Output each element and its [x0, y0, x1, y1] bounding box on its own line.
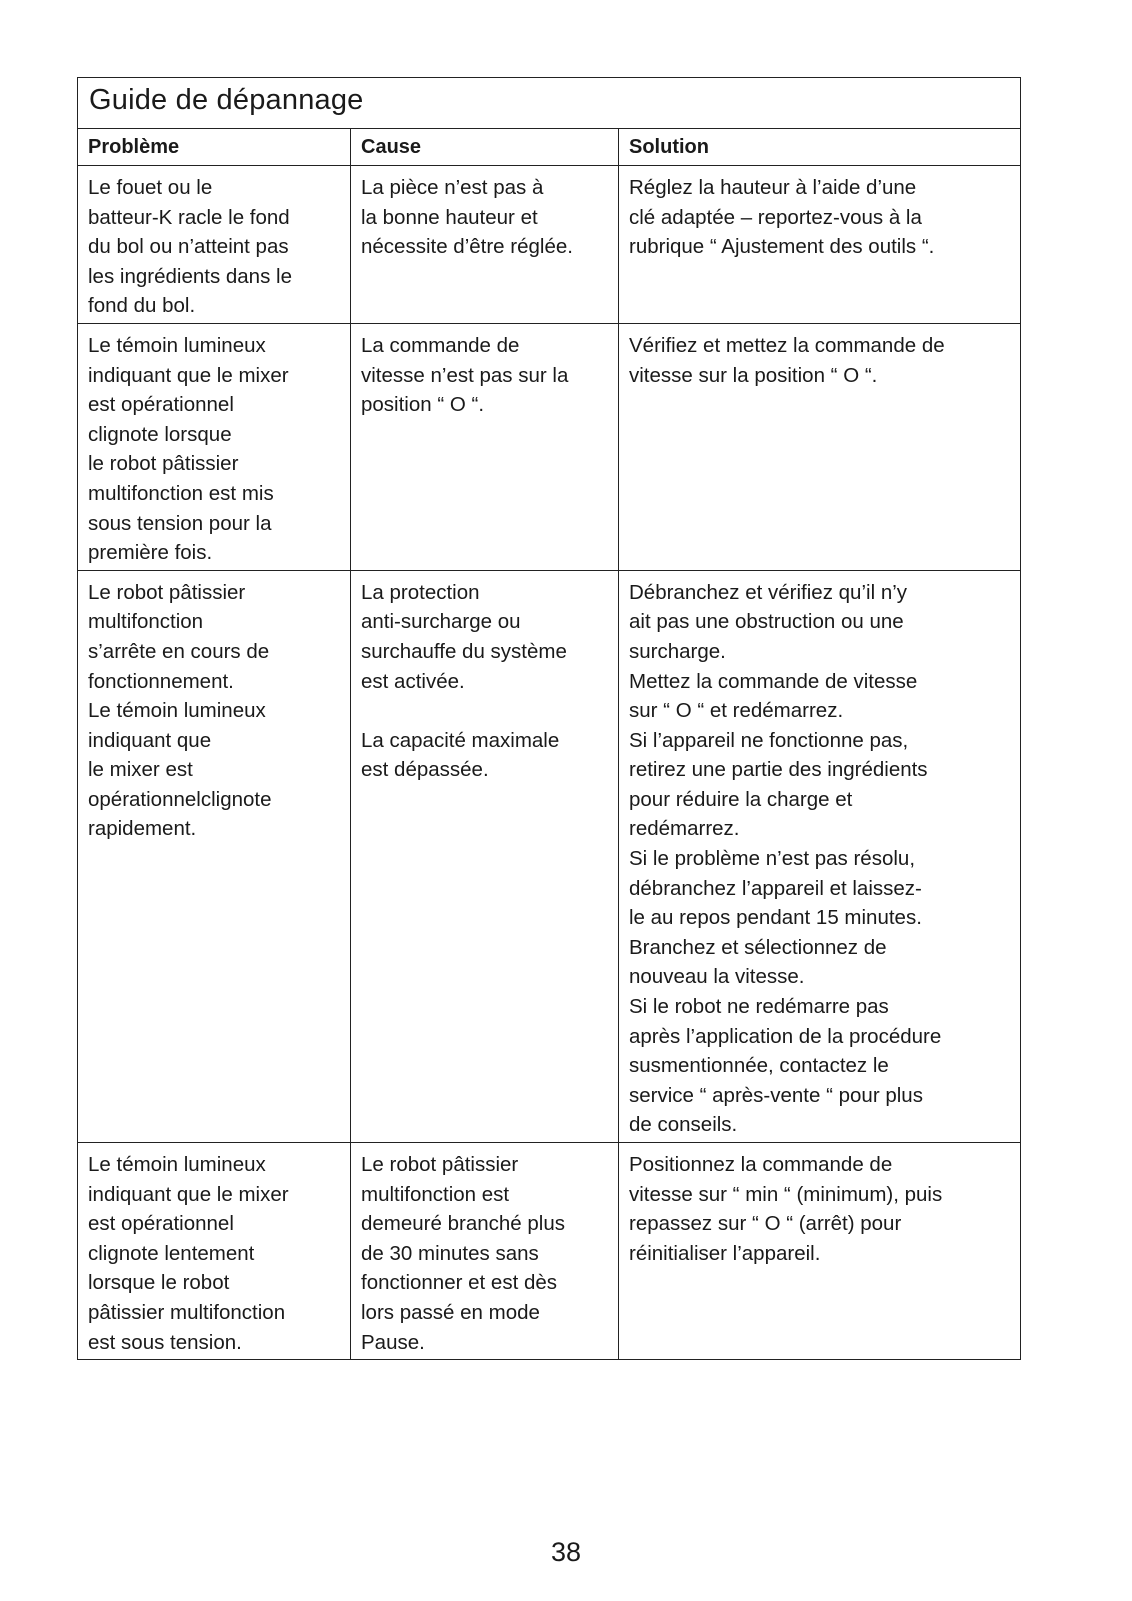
cause-text-line: vitesse n’est pas sur la: [361, 363, 569, 387]
solution-text-line: sur “ O “ et redémarrez.: [629, 699, 844, 723]
solution-text-line: ait pas une obstruction ou une: [629, 610, 904, 634]
solution-text-line: repassez sur “ O “ (arrêt) pour: [629, 1212, 902, 1236]
cause-text-line: la bonne hauteur et: [361, 205, 538, 229]
problem-text-line: pâtissier multifonction: [88, 1300, 286, 1324]
cause-text-line: Le robot pâtissier: [361, 1153, 519, 1176]
problem-text-line: les ingrédients dans le: [88, 264, 292, 288]
problem-text-line: clignote lentement: [88, 1241, 255, 1265]
cause-text-line: Pause.: [361, 1330, 425, 1354]
solution-text-line: après l’application de la procédure: [629, 1024, 942, 1048]
solution-text-line: Réglez la hauteur à l’aide d’une: [629, 176, 917, 199]
table-body: [78, 166, 1021, 1360]
solution-text-line: vitesse sur “ min “ (minimum), puis: [629, 1182, 943, 1206]
problem-text-line: est sous tension.: [88, 1330, 242, 1354]
cause-text-line: nécessite d’être réglée.: [361, 235, 573, 259]
problem-text-line: le robot pâtissier: [88, 452, 239, 476]
solution-text-line: surcharge.: [629, 639, 726, 663]
solution-text-line: clé adaptée – reportez-vous à la: [629, 205, 922, 229]
solution-text-line: Vérifiez et mettez la commande de: [629, 333, 945, 357]
solution-text-line: redémarrez.: [629, 817, 740, 841]
table-row: [78, 166, 1021, 324]
solution-text-line: Mettez la commande de vitesse: [629, 669, 918, 693]
problem-text-line: Le témoin lumineux: [88, 333, 266, 357]
cause-cell: [351, 570, 619, 1142]
table-row: [78, 570, 1021, 1142]
title-row: [78, 78, 1021, 129]
column-header-solution: Solution: [619, 129, 1021, 166]
solution-text-line: Positionnez la commande de: [629, 1153, 893, 1176]
solution-cell: [619, 1143, 1021, 1360]
problem-text-line: multifonction: [88, 610, 204, 634]
cause-text-line: est dépassée.: [361, 758, 489, 782]
column-header-problem: Problème: [78, 129, 351, 166]
problem-text-line: est opérationnel: [88, 393, 234, 417]
problem-cell: [78, 570, 351, 1142]
solution-cell: [619, 570, 1021, 1142]
problem-text-line: du bol ou n’atteint pas: [88, 235, 289, 259]
problem-text-line: multifonction est mis: [88, 481, 274, 505]
blank-line: [361, 696, 608, 726]
problem-text-line: rapidement.: [88, 817, 197, 841]
solution-text-line: de conseils.: [629, 1113, 738, 1137]
problem-text-line: est opérationnel: [88, 1212, 234, 1236]
cause-cell: [351, 166, 619, 324]
solution-text-line: le au repos pendant 15 minutes.: [629, 906, 922, 930]
problem-text-line: s’arrête en cours de: [88, 639, 270, 663]
problem-text-line: clignote lorsque: [88, 422, 232, 446]
problem-text-line: lorsque le robot: [88, 1271, 230, 1295]
solution-cell: [619, 323, 1021, 570]
page-number: 38: [550, 1537, 582, 1567]
solution-text-line: vitesse sur la position “ O “.: [629, 363, 878, 387]
table-row: [78, 323, 1021, 570]
problem-text-line: Le robot pâtissier: [88, 580, 246, 604]
cause-text-line: multifonction est: [361, 1182, 510, 1206]
cause-text-line: de 30 minutes sans: [361, 1241, 539, 1265]
solution-text-line: rubrique “ Ajustement des outils “.: [629, 235, 935, 259]
problem-text-line: Le témoin lumineux: [88, 1153, 266, 1176]
problem-cell: [78, 323, 351, 570]
solution-text-line: retirez une partie des ingrédients: [629, 758, 928, 782]
problem-text-line: indiquant que: [88, 728, 212, 752]
solution-text-line: débranchez l’appareil et laissez-: [629, 876, 922, 900]
solution-text-line: nouveau la vitesse.: [629, 965, 805, 989]
cause-text-line: est activée.: [361, 669, 465, 693]
cause-text-line: La pièce n’est pas à: [361, 176, 544, 199]
cause-text-line: demeuré branché plus: [361, 1212, 565, 1236]
table-row: [78, 1143, 1021, 1360]
solution-text-line: Branchez et sélectionnez de: [629, 935, 887, 959]
cause-cell: [351, 1143, 619, 1360]
cause-cell: [351, 323, 619, 570]
problem-text-line: première fois.: [88, 541, 213, 565]
solution-text-line: Si le robot ne redémarre pas: [629, 995, 889, 1019]
solution-cell: [619, 166, 1021, 324]
cause-text-line: La capacité maximale: [361, 728, 560, 752]
solution-text-line: service “ après-vente “ pour plus: [629, 1083, 923, 1107]
problem-text-line: Le fouet ou le: [88, 176, 213, 199]
solution-text-line: réinitialiser l’appareil.: [629, 1241, 821, 1265]
problem-text-line: le mixer est: [88, 758, 193, 782]
problem-text-line: Le témoin lumineux: [88, 699, 266, 723]
problem-text-line: fonctionnement.: [88, 669, 234, 693]
problem-text-line: fond du bol.: [88, 294, 196, 318]
cause-text-line: fonctionner et est dès: [361, 1271, 558, 1295]
troubleshooting-table: [77, 77, 1021, 1360]
cause-text-line: La commande de: [361, 333, 520, 357]
cause-text-line: surchauffe du système: [361, 639, 567, 663]
table-title: Guide de dépannage: [78, 78, 1021, 129]
problem-text-line: sous tension pour la: [88, 511, 272, 535]
cause-text-line: lors passé en mode: [361, 1300, 540, 1324]
problem-text-line: indiquant que le mixer: [88, 363, 289, 387]
problem-text-line: opérationnelclignote: [88, 787, 272, 811]
solution-text-line: Débranchez et vérifiez qu’il n’y: [629, 580, 908, 604]
column-header-cause: Cause: [351, 129, 619, 166]
cause-text-line: anti-surcharge ou: [361, 610, 521, 634]
cause-text-line: La protection: [361, 580, 480, 604]
solution-text-line: Si l’appareil ne fonctionne pas,: [629, 728, 909, 752]
solution-text-line: susmentionnée, contactez le: [629, 1054, 889, 1078]
problem-text-line: batteur-K racle le fond: [88, 205, 290, 229]
problem-cell: [78, 1143, 351, 1360]
problem-cell: [78, 166, 351, 324]
solution-text-line: pour réduire la charge et: [629, 787, 853, 811]
solution-text-line: Si le problème n’est pas résolu,: [629, 847, 916, 871]
problem-text-line: indiquant que le mixer: [88, 1182, 289, 1206]
header-row: [78, 129, 1021, 166]
cause-text-line: position “ O “.: [361, 393, 485, 417]
